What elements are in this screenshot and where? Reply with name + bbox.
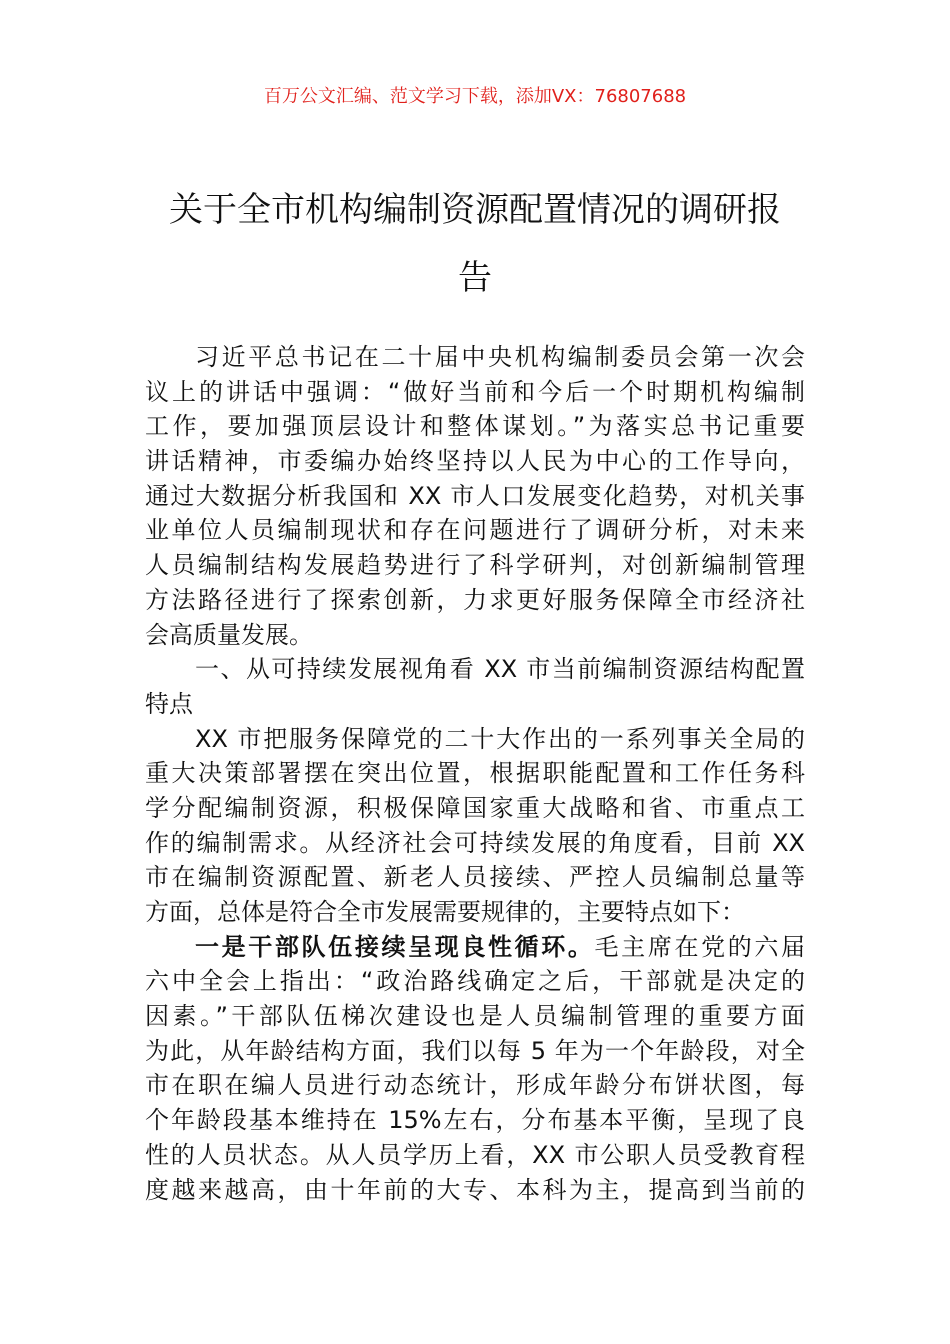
text-line: 六中全会上指出：“政治路线确定之后，干部就是决定的 [145,967,805,996]
paragraph-point-1 [145,930,805,1208]
text-line: 业单位人员编制现状和存在问题进行了调研分析，对未来 [145,516,805,545]
text-line: 通过大数据分析我国和 XX 市人口发展变化趋势，对机关事 [145,481,805,510]
text-line: 会高质量发展。 [145,620,313,649]
heading-line: 特点 [145,689,193,718]
text-line: 人员编制结构发展趋势进行了科学研判，对创新编制管理 [145,551,805,580]
text-line: 重大决策部署摆在突出位置，根据职能配置和工作任务科 [145,759,805,788]
text-line: 讲话精神，市委编办始终坚持以人民为中心的工作导向， [145,447,805,476]
title-line-1: 关于全市机构编制资源配置情况的调研报 [169,190,781,230]
document-title [145,176,805,312]
heading-line: 一、从可持续发展视角看 XX 市当前编制资源结构配置 [195,655,805,684]
paragraph-overview [145,722,805,930]
text-line: 为此，从年龄结构方面，我们以每 5 年为一个年龄段，对全 [145,1036,805,1065]
text-line: 因素。”干部队伍梯次建设也是人员编制管理的重要方面 [145,1002,805,1031]
text-line: 工作，要加强顶层设计和整体谋划。”为落实总书记重要 [145,412,805,441]
text-line: 议上的讲话中强调：“做好当前和今后一个时期机构编制 [145,377,805,406]
text-line: 学分配编制资源，积极保障国家重大战略和省、市重点工 [145,793,805,822]
title-line-2: 告 [458,258,492,298]
text-line: 作的编制需求。从经济社会可持续发展的角度看，目前 XX [145,828,805,857]
text-line: 方面，总体是符合全市发展需要规律的，主要特点如下： [145,898,745,926]
text-line: 个年龄段基本维持在 15%左右，分布基本平衡，呈现了良 [145,1106,805,1135]
text-line: 性的人员状态。从人员学历上看，XX 市公职人员受教育程 [145,1140,805,1169]
text-span: 毛主席在党的六届 [594,932,805,961]
text-line: 习近平总书记在二十届中央机构编制委员会第一次会 [195,343,805,371]
text-line: 度越来越高，由十年前的大专、本科为主，提高到当前的 [145,1175,805,1204]
section-heading-1 [145,652,805,721]
document-body [145,340,805,1207]
bold-lead: 一是干部队伍接续呈现良性循环。 [195,932,595,961]
text-line [145,930,805,965]
text-line: XX 市把服务保障党的二十大作出的一系列事关全局的 [195,724,805,753]
watermark-banner: 百万公文汇编、范文学习下载，添加VX：76807688 [263,86,687,107]
paragraph-intro [145,340,805,652]
text-line: 方法路径进行了探索创新，力求更好服务保障全市经济社 [145,585,805,614]
text-line: 市在编制资源配置、新老人员接续、严控人员编制总量等 [145,863,805,892]
text-line: 市在职在编人员进行动态统计，形成年龄分布饼状图，每 [145,1071,805,1100]
